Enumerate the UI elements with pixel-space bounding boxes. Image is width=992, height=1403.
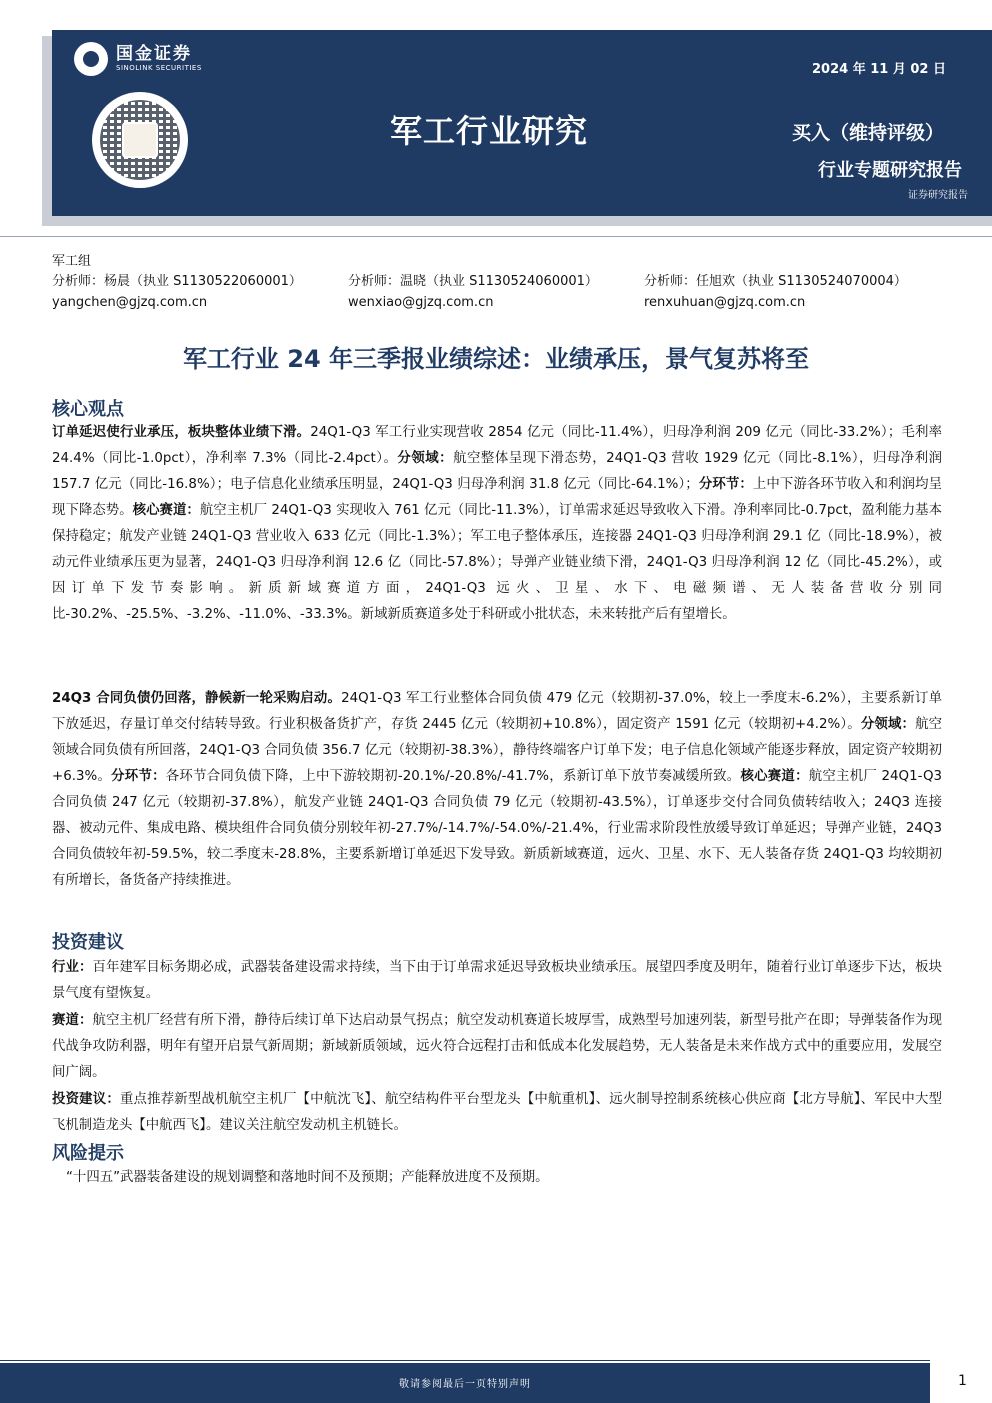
analyst-name: 分析师：温晓（执业 S1130524060001） <box>348 274 598 289</box>
analyst-2 <box>348 271 598 313</box>
invest-paragraph-1 <box>52 955 942 1007</box>
bold-lead-text: 核心赛道： <box>132 503 200 518</box>
body-text: “十四五”武器装备建设的规划调整和落地时间不及预期；产能释放进度不及预期。 <box>66 1170 549 1185</box>
bold-lead-text: 分环节： <box>698 477 753 492</box>
report-type: 行业专题研究报告 <box>818 160 962 181</box>
bold-lead-text: 分领域： <box>860 717 916 732</box>
team-name: 军工组 <box>52 254 92 269</box>
analyst-email[interactable]: renxuhuan@gjzq.com.cn <box>644 295 806 310</box>
logo-text-en: SINOLINK SECURITIES <box>116 64 202 72</box>
analyst-name: 分析师：任旭欢（执业 S1130524070004） <box>644 274 907 289</box>
page-number: 1 <box>958 1373 967 1389</box>
footer-divider <box>0 1360 930 1361</box>
core-paragraph-1 <box>52 420 942 628</box>
analyst-email[interactable]: yangchen@gjzq.com.cn <box>52 295 208 310</box>
analyst-1 <box>52 271 302 313</box>
rating-label: 买入（维持评级） <box>792 122 945 144</box>
body-text: 上中下游各环节收入和利润均呈现下降态势。 <box>52 477 943 518</box>
bold-lead-text: 行业： <box>52 960 93 975</box>
body-text: 百年建军目标务期必成，武器装备建设需求持续，当下由于订单需求延迟导致板块业绩承压。展望四季度及明年，随着行业订单逐步下达，板块景气度有望恢复。 <box>52 960 943 1001</box>
analyst-name: 分析师：杨晨（执业 S1130522060001） <box>52 274 302 289</box>
core-paragraph-2 <box>52 686 942 894</box>
analyst-email[interactable]: wenxiao@gjzq.com.cn <box>348 295 494 310</box>
report-title: 军工行业 24 年三季报业绩综述：业绩承压，景气复苏将至 <box>182 345 810 373</box>
bold-lead-text: 订单延迟使行业承压，板块整体业绩下滑。 <box>52 425 311 440</box>
analyst-3 <box>644 271 907 313</box>
body-text: 航空主机厂经营有所下滑，静待后续订单下达启动景气拐点；航空发动机赛道长坡厚雪，成熟型号加速列装，新型号批产在即；导弹装备作为现代战争攻防利器，明年有望开启景气新周期；新域新质领域，远火符合远程打击和低成本化发展趋势，无人装备是未来作战方式中的重要应用，发展空间广阔。 <box>52 1013 943 1080</box>
invest-paragraph-2 <box>52 1008 942 1086</box>
report-subtype: 证券研究报告 <box>908 190 968 201</box>
section-invest-heading: 投资建议 <box>52 932 124 953</box>
header-divider <box>0 236 992 237</box>
body-text: 航空领域合同负债有所回落，24Q1-Q3 合同负债 356.7 亿元（较期初-38.3%），静待终端客户订单下发；电子信息化领域产能逐步释放，固定资产较期初+6.3%。 <box>52 717 943 784</box>
body-text: 航空主机厂 24Q1-Q3 合同负债 247 亿元（较期初-37.8%），航发产业链 24Q1-Q3 合同负债 79 亿元（较期初-43.5%），订单逐步交付合同负债转结收入；24Q3 连接器、被动元件、集成电路、模块组件合同负债分别较年初-27.7%/-14.7%/-54.0%/-21.4%，行业需求阶段性放缓导致订单延迟；导弹产业链，24Q3 合同负债较年初-59.5%，较二季度末-28.8%，主要系新增订单延迟下发导致。新质新域赛道，远火、卫星、水下、无人装备存货 24Q1-Q3 均较期初有所增长，备货备产持续推进。 <box>52 769 943 888</box>
disclaimer-note: 敬请参阅最后一页特别声明 <box>399 1379 531 1390</box>
section-risk-heading: 风险提示 <box>52 1143 124 1164</box>
body-text: 航空整体呈现下滑态势，24Q1-Q3 营收 1929 亿元（同比-8.1%），归母净利润 157.7 亿元（同比-16.8%）；电子信息化业绩承压明显，24Q1-Q3 归母净利润 31.8 亿元（同比-64.1%）； <box>52 451 942 492</box>
bold-lead-text: 投资建议： <box>52 1092 120 1107</box>
report-date: 2024 年 11 月 02 日 <box>812 62 946 77</box>
body-text: 航空主机厂 24Q1-Q3 实现收入 761 亿元（同比-11.3%），订单需求延迟导致收入下滑。净利率同比-0.7pct，盈利能力基本保持稳定；航发产业链 24Q1-Q3 营业收入 633 亿元（同比-1.3%）；军工电子整体承压，连接器 24Q1-Q3 归母净利润 29.1 亿（同比-18.9%），被动元件业绩承压更为显著，24Q1-Q3 归母净利润 12.6 亿（同比-57.8%）；导弹产业链业绩下滑，24Q1-Q3 归母净利润 12 亿（同比-45.2%），或因订单下发节奏影响。新质新域赛道方面，24Q1-Q3 远火、卫星、水下、电磁频谱、无人装备营收分别同比-30.2%、-25.5%、-3.2%、-11.0%、-33.3%。新域新质赛道多处于科研或小批状态，未来转批产后有望增长。 <box>52 503 943 622</box>
logo-text-cn: 国金证券 <box>116 44 192 64</box>
section-core-heading: 核心观点 <box>52 399 124 420</box>
body-text: 各环节合同负债下降，上中下游较期初-20.1%/-20.8%/-41.7%，系新订单下放节奏减缓所致。 <box>165 769 741 784</box>
qr-code-icon <box>92 92 188 188</box>
bold-lead-text: 核心赛道： <box>740 769 809 784</box>
risk-paragraph <box>52 1165 942 1191</box>
body-text: 24Q1-Q3 军工行业整体合同负债 479 亿元（较期初-37.0%，较上一季度末-6.2%），主要系新订单下放延迟，存量订单交付结转导致。行业积极备货扩产，存货 2445 亿元（较期初+10.8%），固定资产 1591 亿元（较期初+4.2%）。 <box>52 691 943 732</box>
bold-lead-text: 分领域： <box>397 451 454 466</box>
logo-icon <box>74 42 108 76</box>
bold-lead-text: 24Q3 合同负债仍回落，静候新一轮采购启动。 <box>52 691 342 706</box>
industry-title: 军工行业研究 <box>390 112 589 150</box>
body-text: 24Q1-Q3 军工行业实现营收 2854 亿元（同比-11.4%），归母净利润 209 亿元（同比-33.2%）；毛利率 24.4%（同比-1.0pct），净利率 7.3%（同比-2.4pct）。 <box>52 425 942 466</box>
bold-lead-text: 赛道： <box>52 1013 93 1028</box>
bold-lead-text: 分环节： <box>111 769 166 784</box>
invest-paragraph-3 <box>52 1087 942 1139</box>
brand-logo <box>74 42 202 76</box>
body-text: 重点推荐新型战机航空主机厂【中航沈飞】、航空结构件平台型龙头【中航重机】、远火制导控制系统核心供应商【北方导航】、军民中大型飞机制造龙头【中航西飞】。建议关注航空发动机主机链长。 <box>52 1092 942 1133</box>
